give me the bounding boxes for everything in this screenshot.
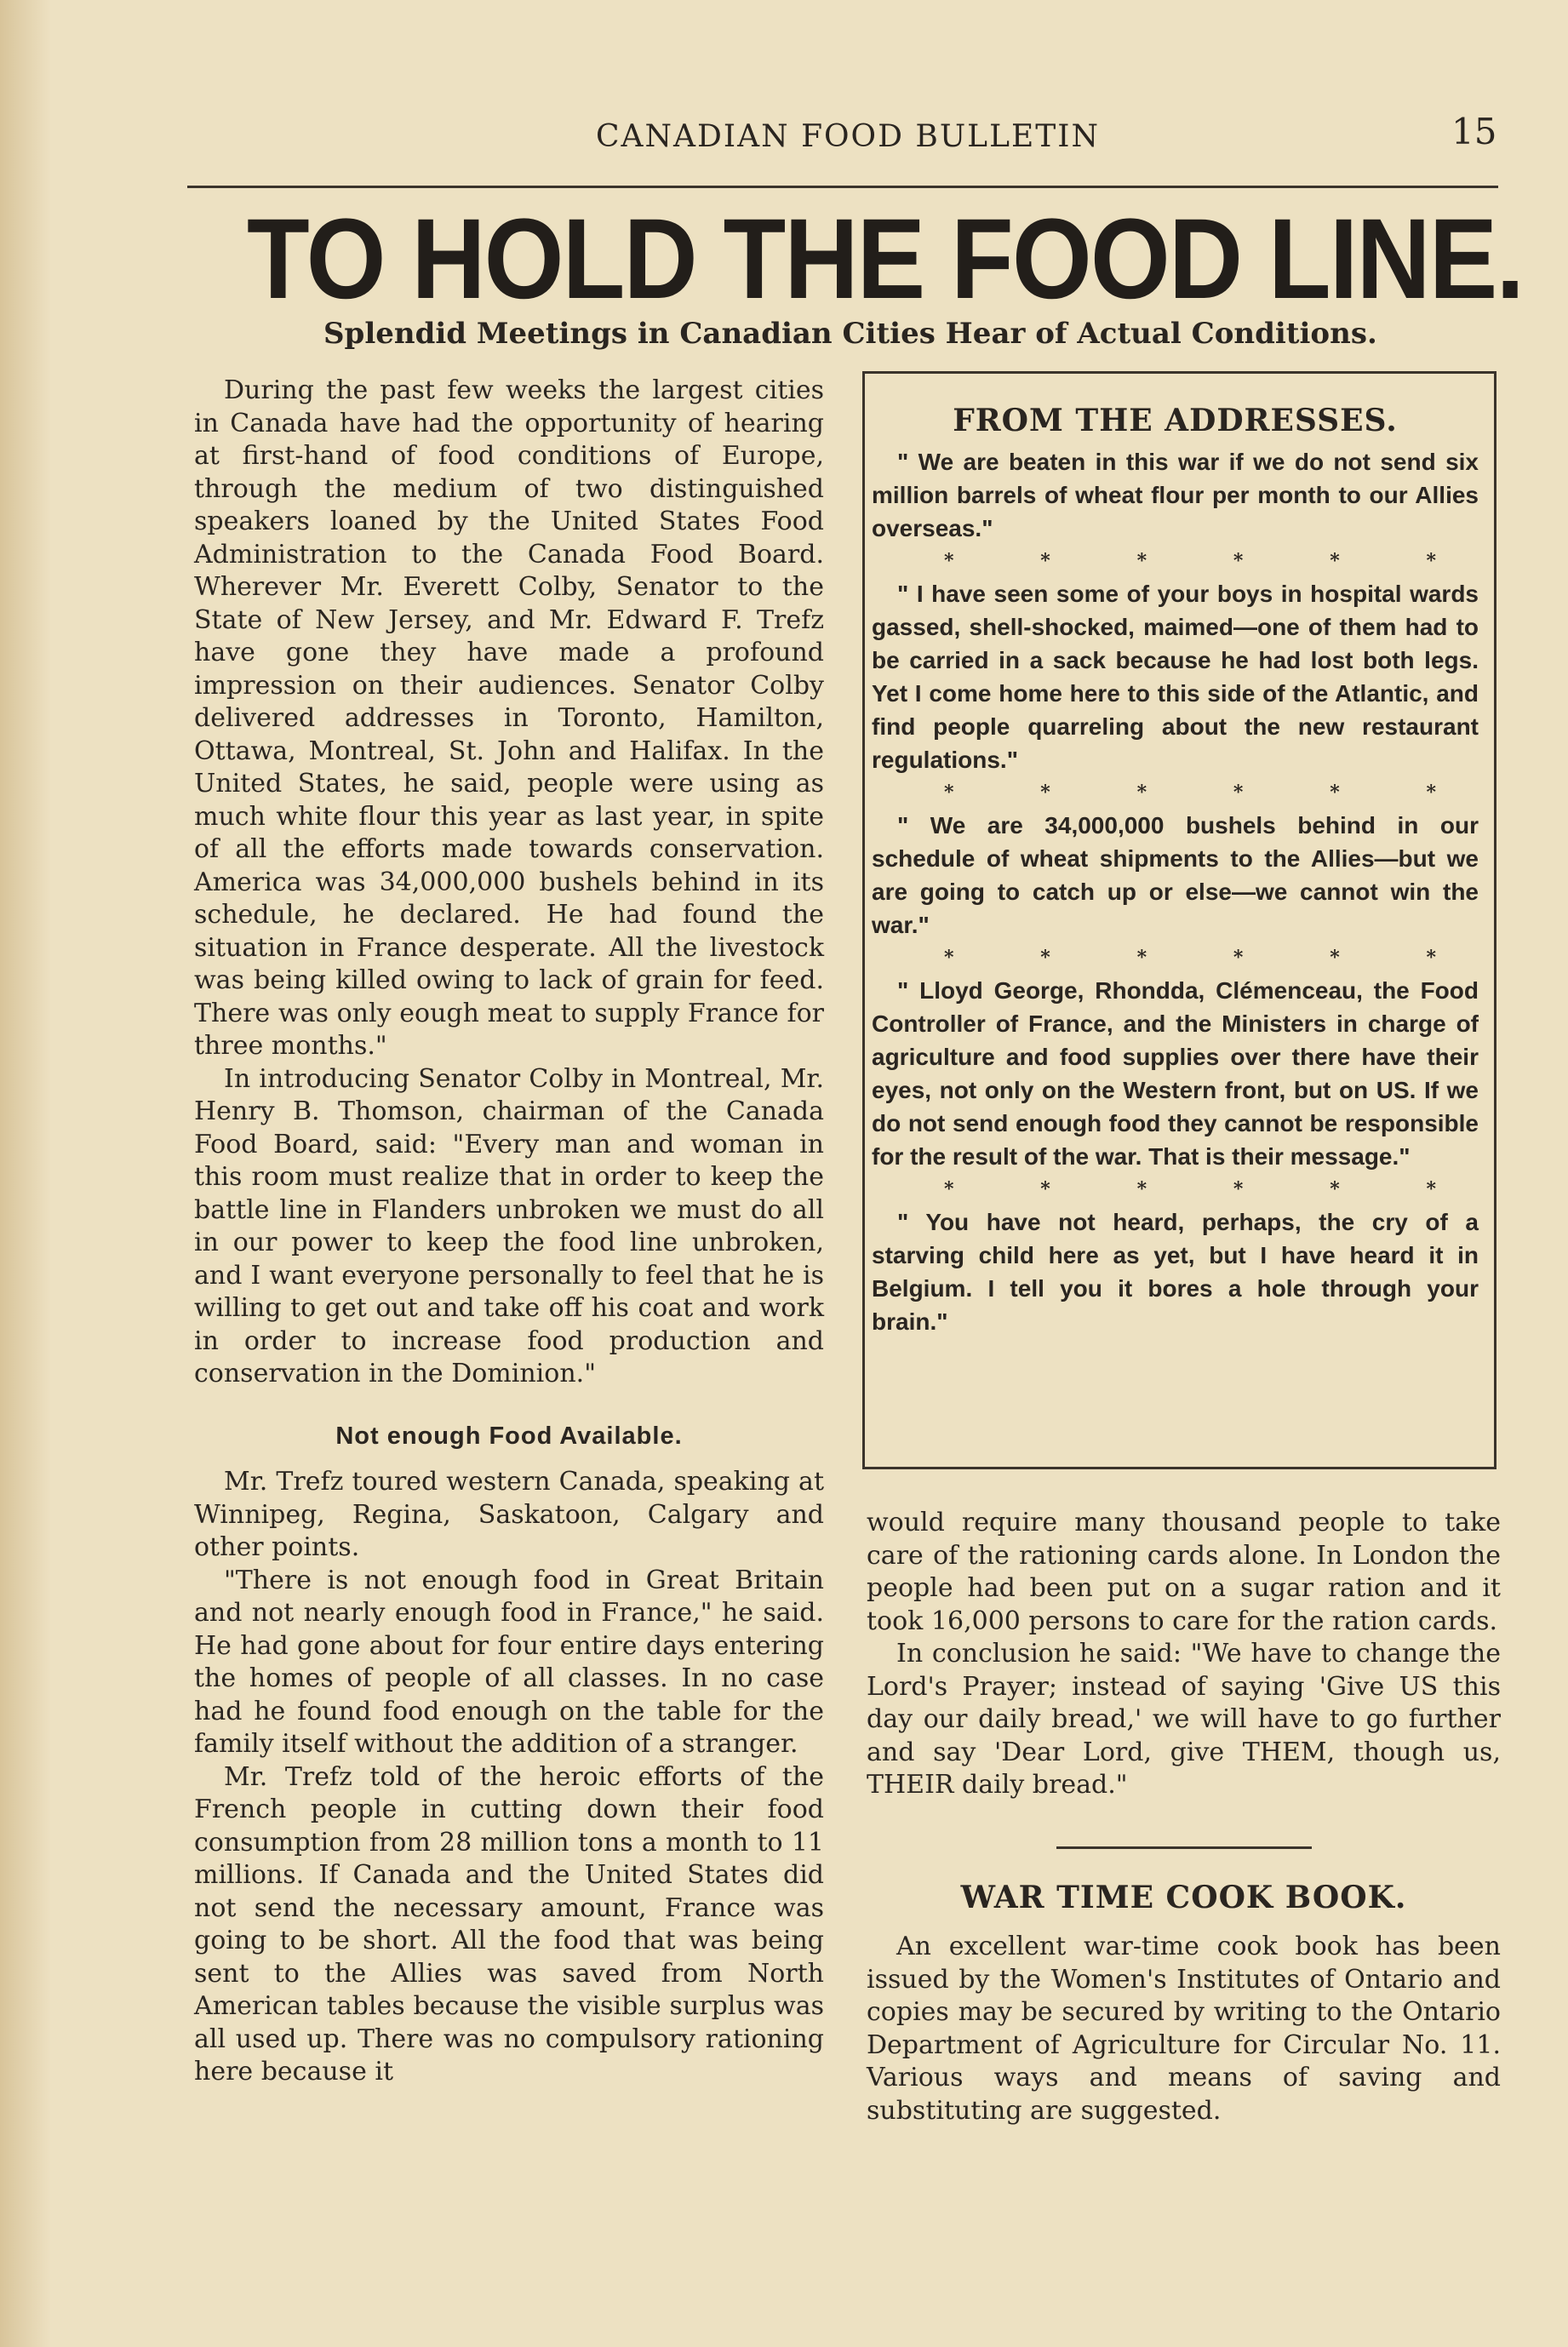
paragraph: During the past few weeks the largest cities in Canada have had the opportunity of hearing at first-hand of food conditions of Europe, through the medium of two distinguished speakers loaned by the United States Food Administration to the Canada Food Board. Wherever Mr. Everett Colby, Senator to the State of New Jersey, and Mr. Edward F. Trefz have gone they have made a profound impression on their audiences. Senator Colby delivered addresses in Toronto, Hamilton, Ottawa, Montreal, St. John and Halifax. In the United States, he said, people were using as much white flour this year as last year, in spite of all the efforts made towards conservation. America was 34,000,000 bushels behind in its schedule, he declared. He had found the situation in France desperate. All the livestock was being killed owing to lack of grain for feed. There was only eough meat to supply France for three months."	[194, 375, 824, 1061]
sidebar-quote: " Lloyd George, Rhondda, Clémenceau, the Food Controller of France, and the Ministers in charge of agriculture and food supplies over there have their eyes, not only on the Western front, but on US. If we do not send enough food they cannot be responsible for the result of the war. That is their message."	[872, 977, 1479, 1170]
sidebar-quote: " We are beaten in this war if we do not send six million barrels of wheat flour per month to our Allies overseas."	[872, 449, 1479, 541]
star-separator: * * * * * *	[944, 550, 1436, 572]
paragraph: would require many thousand people to take care of the rationing cards alone. In London the people had been put on a sugar ration and it took 16,000 persons to care for the ration cards.	[867, 1508, 1501, 1636]
paragraph: "There is not enough food in Great Britain and not nearly enough food in France," he said. He had gone about for four entire days entering the homes of people of all classes. In no case had he found food enough on the table for the family itself without the addition of a stranger.	[194, 1565, 824, 1759]
page-number: 15	[1451, 111, 1497, 152]
section-divider	[1056, 1846, 1312, 1849]
cookbook-title: WAR TIME COOK BOOK.	[960, 1879, 1407, 1915]
right-column	[867, 1507, 1501, 2127]
sidebar-title: FROM THE ADDRESSES.	[953, 403, 1398, 438]
section-heading: Not enough Food Available.	[335, 1422, 683, 1450]
paragraph: Mr. Trefz toured western Canada, speaking at Winnipeg, Regina, Saskatoon, Calgary and other points.	[194, 1467, 824, 1562]
article-subheadline: Splendid Meetings in Canadian Cities Hear of Actual Conditions.	[323, 317, 1377, 351]
cookbook-body: An excellent war-time cook book has been issued by the Women's Institutes of Ontario and copies may be secured by writing to the Ontario Department of Agriculture for Circular No. 11. Various ways and means of saving and substituting are suggested.	[867, 1932, 1501, 2126]
page-edge	[0, 0, 51, 2347]
paragraph: In conclusion he said: "We have to change the Lord's Prayer; instead of saying 'Give US this day our daily bread,' we will have to go further and say 'Dear Lord, give THEM, though us, THEIR daily bread."	[867, 1639, 1501, 1800]
sidebar-quote: " I have seen some of your boys in hospital wards gassed, shell-shocked, maimed—one of them had to be carried in a sack because he had lost both legs. Yet I come home here to this side of the Atlantic, and find people quarreling about the new restaurant regulations."	[872, 581, 1479, 773]
sidebar-quote: " We are 34,000,000 bushels behind in our schedule of wheat shipments to the Allies—but we are going to catch up or else—we cannot win the war."	[872, 812, 1479, 938]
header-rule	[187, 186, 1498, 188]
article-headline: TO HOLD THE FOOD LINE.	[247, 196, 1524, 323]
left-column	[194, 375, 824, 2089]
sidebar-quote: " You have not heard, perhaps, the cry of a starving child here as yet, but I have heard it in Belgium. I tell you it bores a hole through your brain."	[872, 1209, 1479, 1335]
running-title: CANADIAN FOOD BULLETIN	[596, 119, 1100, 154]
star-separator: * * * * * *	[944, 947, 1436, 969]
star-separator: * * * * * *	[944, 781, 1436, 804]
paragraph: Mr. Trefz told of the heroic efforts of the French people in cutting down their food consumption from 28 million tons a month to 11 millions. If Canada and the United States did not send the necessary amount, France was going to be short. All the food that was being sent to the Allies was saved from North American tables because the visible surplus was all used up. There was no compulsory rationing here because it	[194, 1761, 824, 2087]
addresses-sidebar	[862, 371, 1496, 1469]
star-separator: * * * * * *	[944, 1178, 1436, 1200]
paragraph: In introducing Senator Colby in Montreal, Mr. Henry B. Thomson, chairman of the Canada Food Board, said: "Every man and woman in this room must realize that in order to keep the battle line in Flanders unbroken we must do all in our power to keep the food line unbroken, and I want everyone personally to feel that he is willing to get out and take off his coat and work in order to increase food production and conservation in the Dominion."	[194, 1063, 824, 1388]
